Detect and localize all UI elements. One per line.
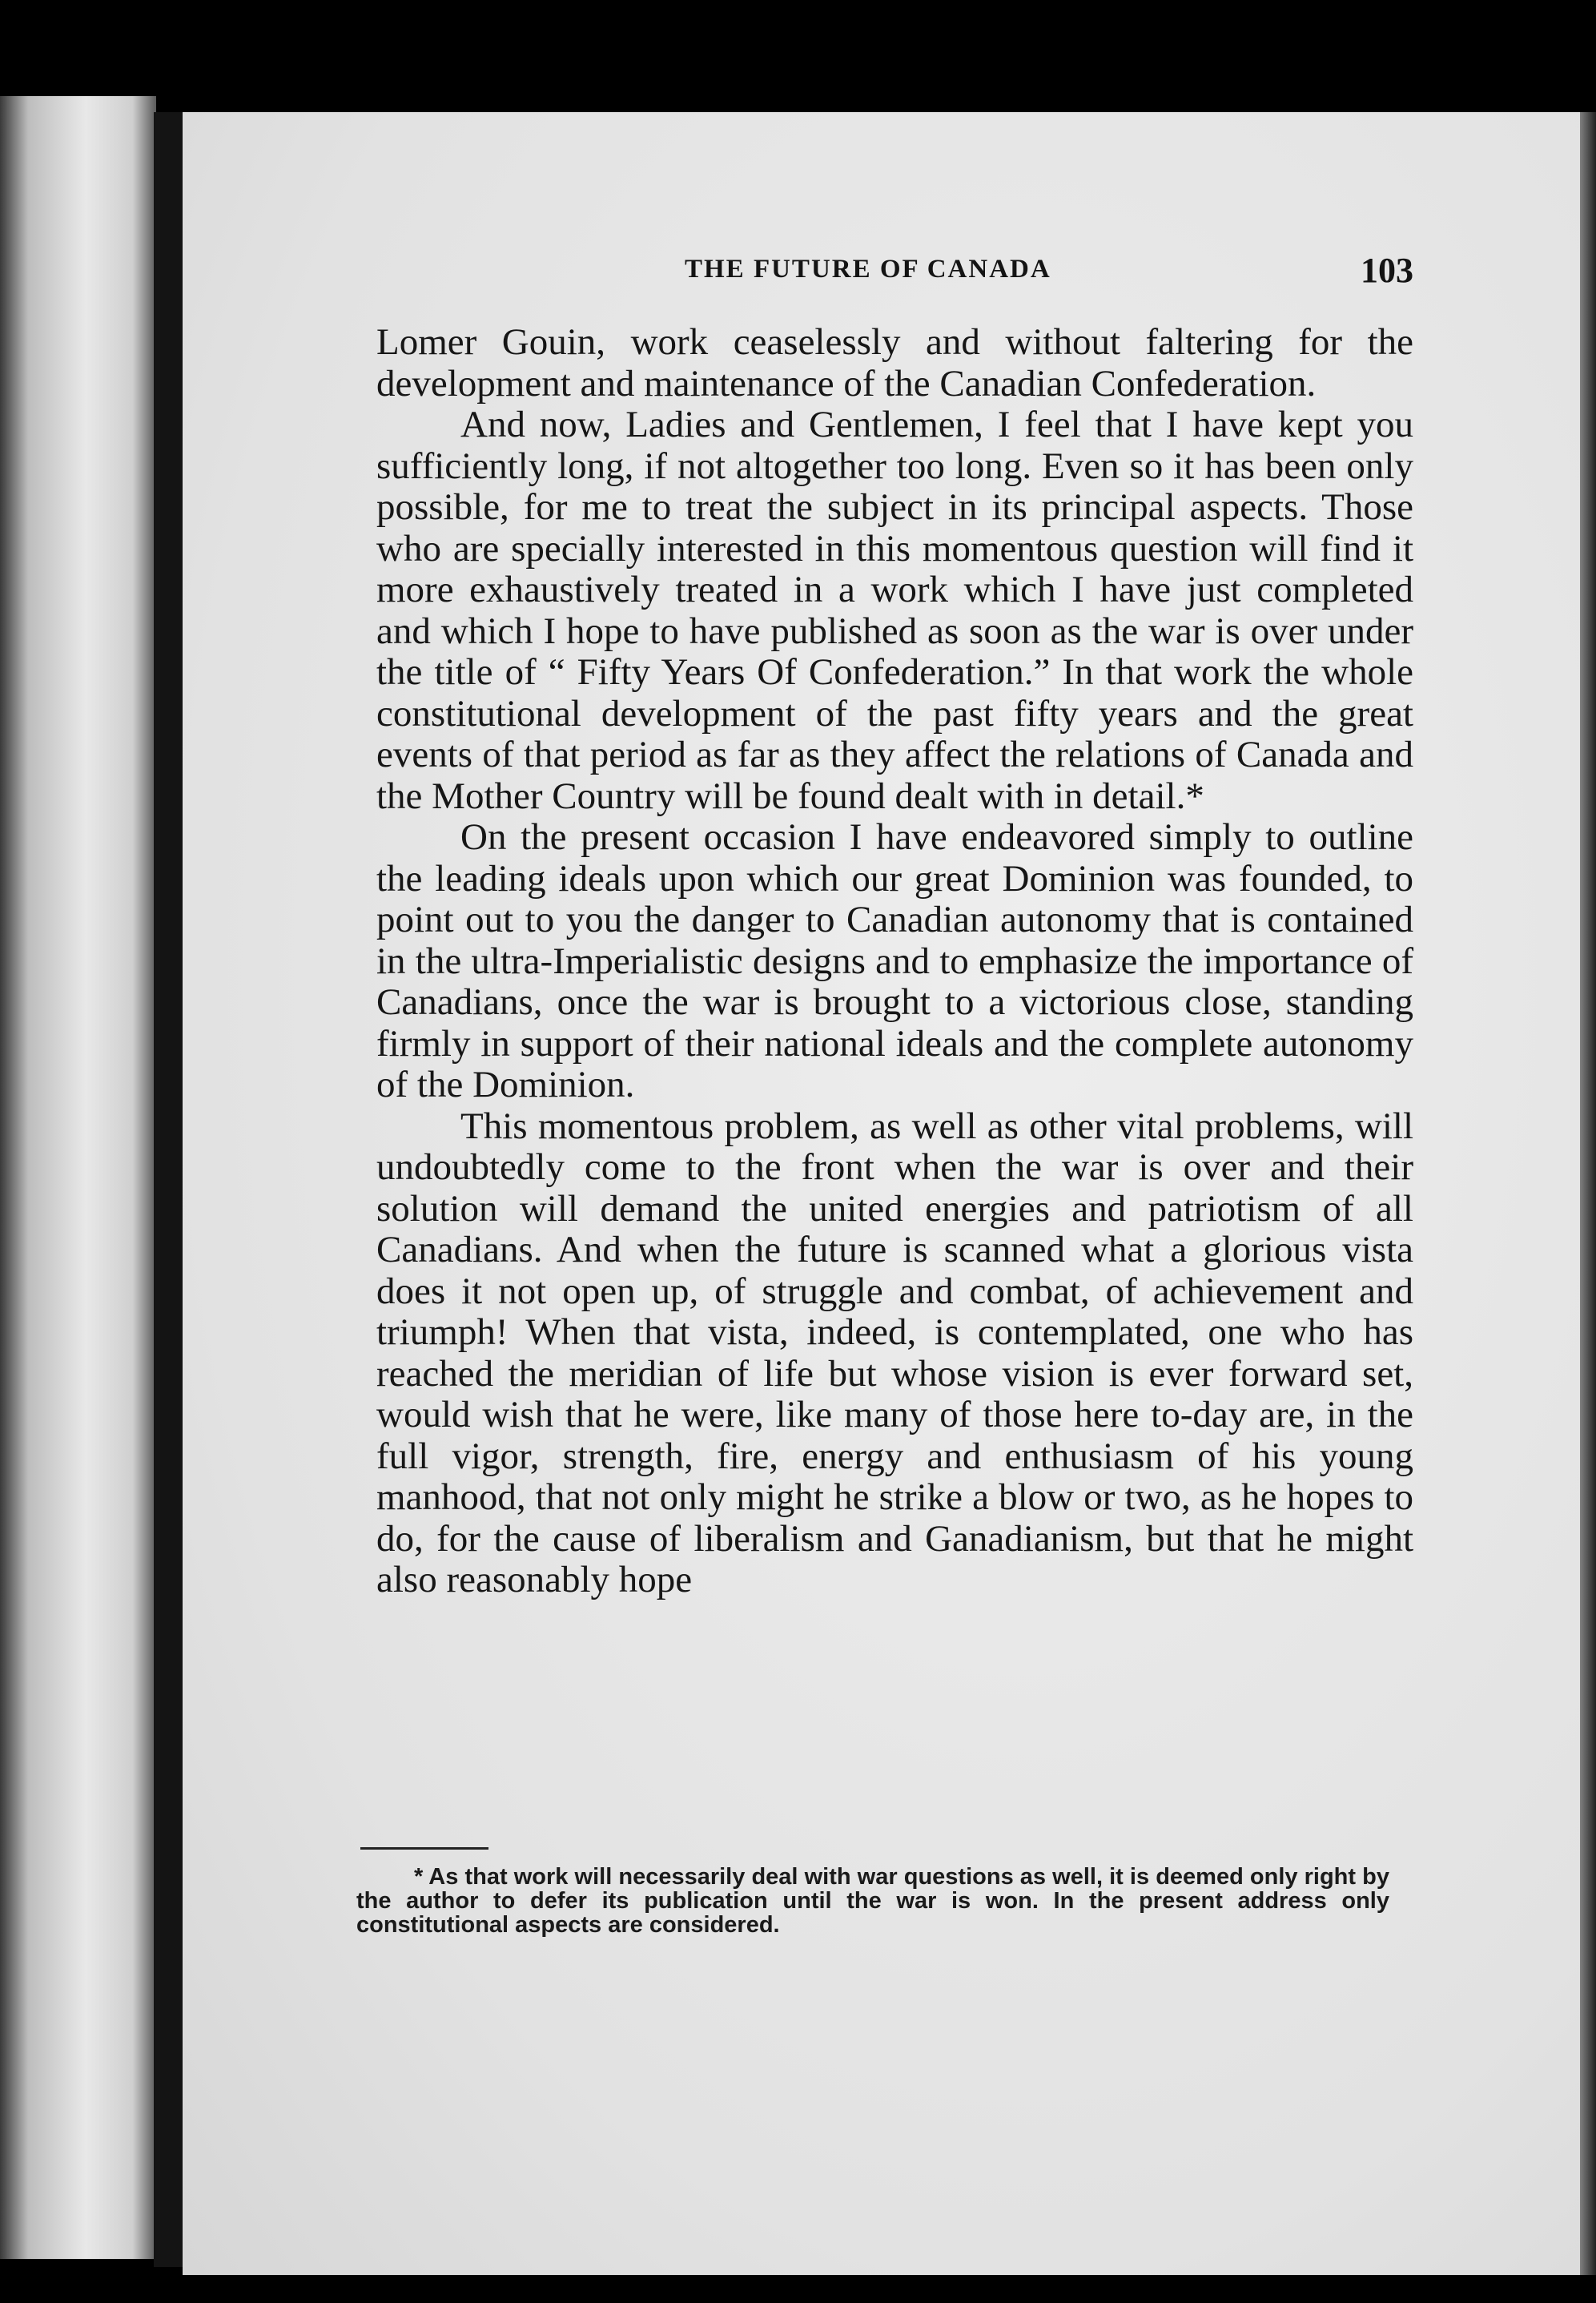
footnote-rule xyxy=(360,1847,488,1850)
footnote-text: * As that work will necessarily deal with war questions as well, it is deemed only right by the author to defer its publication until the war is won. In the present address only constitutional aspects are considered. xyxy=(356,1864,1389,1938)
paragraph: And now, Ladies and Gentlemen, I feel that I have kept you sufficiently long, if not altogether too long. Even so it has been only possible, for me to treat the subject in its principal aspects. Those who are specially interested in this momentous question will find it more exhaustively treated in a work which I have just completed and which I hope to have published as soon as the war is over under the title of “ Fifty Years Of Confederation.” In that work the whole constitutional development of the past fifty years and the great events of that period as far as they affect the relations of Canada and the Mother Country will be found dealt with in detail.* xyxy=(376,404,1413,817)
body-text xyxy=(376,322,1413,1601)
page-number: 103 xyxy=(1361,251,1413,290)
running-head: THE FUTURE OF CANADA xyxy=(685,255,1051,284)
book-binding xyxy=(154,112,184,2267)
paragraph: This momentous problem, as well as other vital problems, will undoubtedly come to the front when the war is over and their solution will demand the united energies and patriotism of all Canadians. And when the future is scanned what a glorious vista does it not open up, of struggle and combat, of achievement and triumph! When that vista, indeed, is contemplated, one who has reached the meridian of life but whose vision is ever forward set, would wish that he were, like many of those here to-day are, in the full vigor, strength, fire, energy and enthusiasm of his young manhood, that not only might he strike a blow or two, as he hopes to do, for the cause of liberalism and Ganadianism, but that he might also reasonably hope xyxy=(376,1105,1413,1600)
page-header xyxy=(685,251,1413,295)
paragraph-continued: Lomer Gouin, work ceaselessly and without faltering for the development and maintenance of the Canadian Confederation. xyxy=(376,321,1413,405)
previous-page-edge xyxy=(0,96,156,2259)
paragraph: On the present occasion I have endeavored simply to outline the leading ideals upon which our great Dominion was founded, to point out to you the danger to Canadian autonomy that is contained in the ultra-Imperialistic designs and to emphasize the importance of Canadians, once the war is brought to a victorious close, standing firmly in support of their national ideals and the complete autonomy of the Dominion. xyxy=(376,816,1413,1105)
footnote xyxy=(356,1865,1389,1937)
